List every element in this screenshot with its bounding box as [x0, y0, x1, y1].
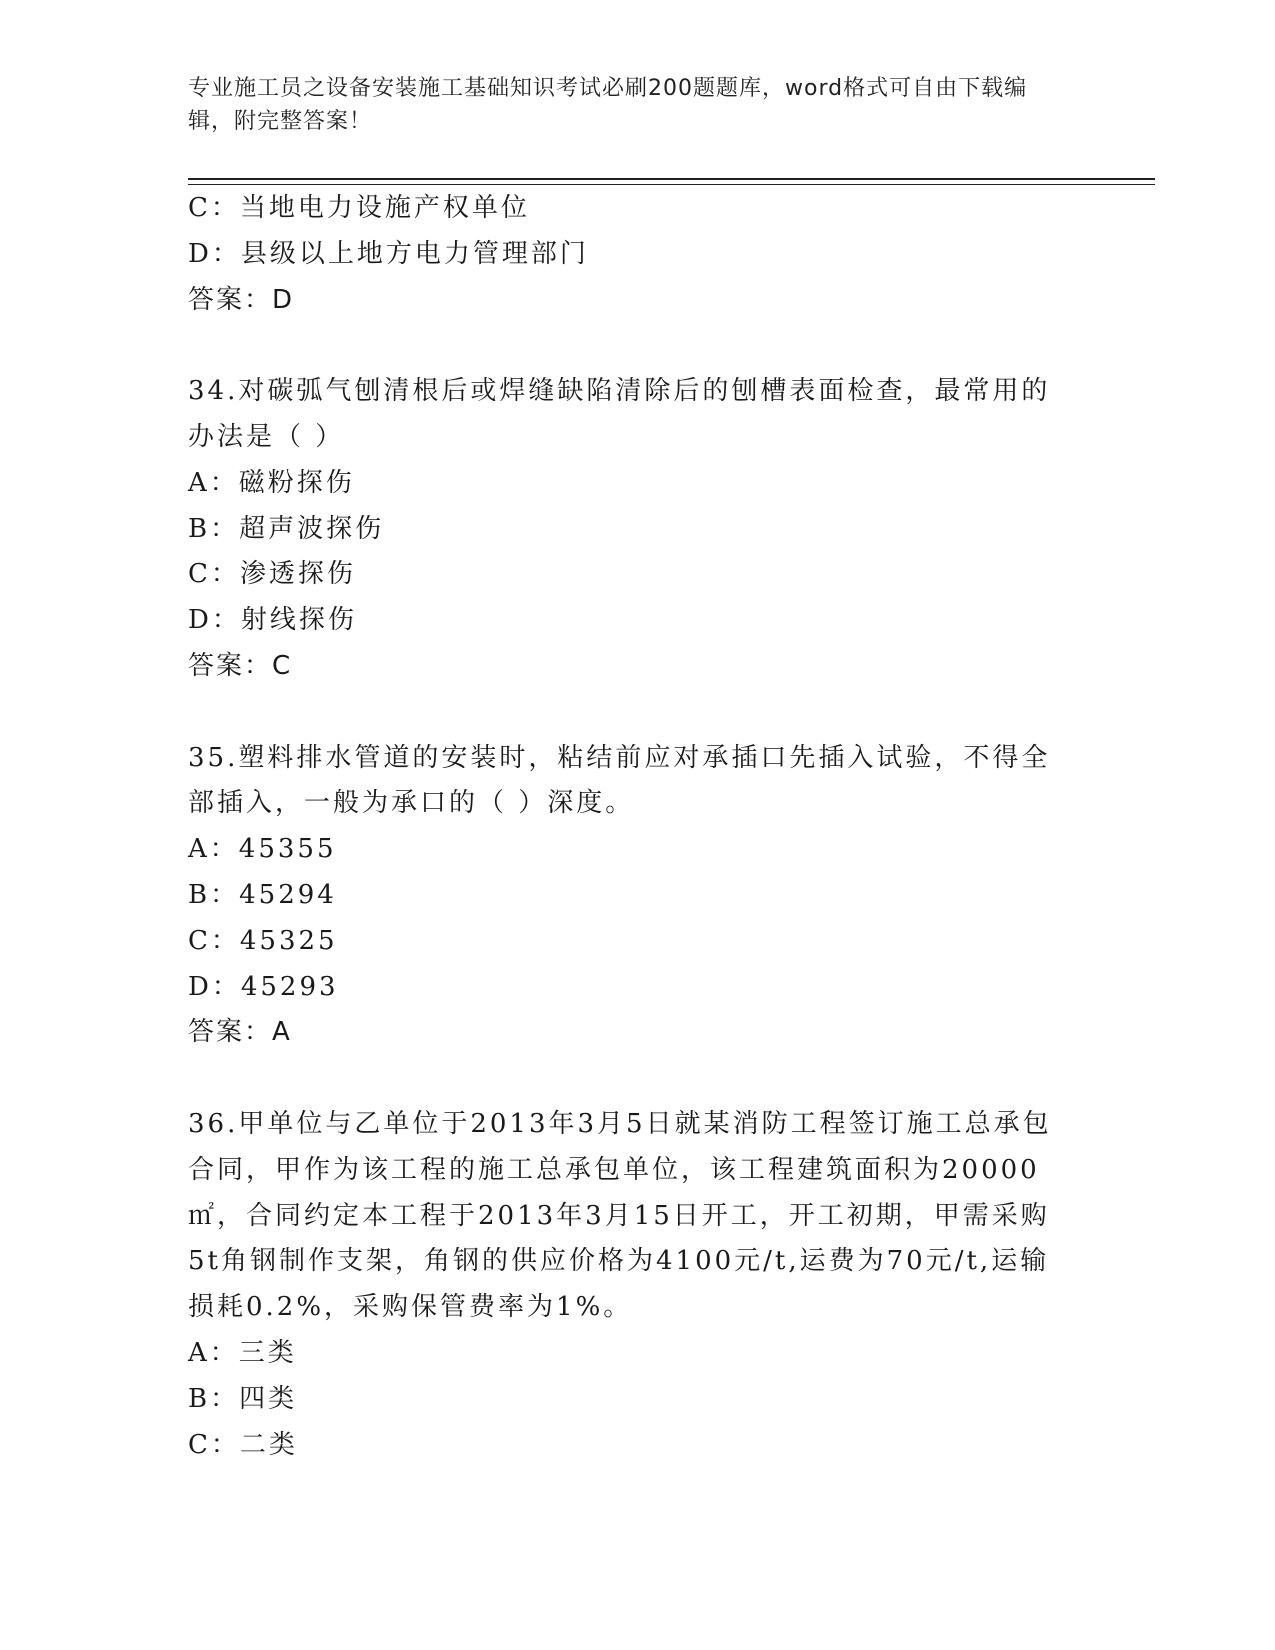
question-35: [188, 736, 1088, 1057]
answer: 答案：C: [188, 650, 293, 681]
answer: 答案：A: [188, 1017, 292, 1048]
option-a: A：三类: [188, 1337, 297, 1368]
header-divider-thick: [188, 178, 1155, 180]
spacer: [188, 1056, 1088, 1102]
question-36: [188, 1102, 1088, 1468]
option-d: D：射线探伤: [188, 605, 357, 636]
option-d: D：县级以上地方电力管理部门: [188, 238, 589, 269]
option-b: B：四类: [188, 1383, 298, 1414]
header-divider-thin: [188, 184, 1155, 185]
option-c: C：当地电力设施产权单位: [188, 193, 530, 223]
document-header: [188, 72, 1068, 138]
option-c: C：渗透探伤: [188, 559, 356, 590]
option-c: C：45325: [188, 925, 338, 956]
option-c: C：二类: [188, 1429, 298, 1460]
answer: 答案：D: [188, 284, 295, 315]
spacer: [188, 323, 1088, 369]
option-a: A：磁粉探伤: [188, 467, 355, 498]
option-a: A：45355: [188, 834, 337, 865]
option-b: B：超声波探伤: [188, 513, 385, 544]
header-title: 专业施工员之设备安装施工基础知识考试必刷200题题库，word格式可自由下载编辑，附完整答案！: [188, 76, 1028, 134]
option-d: D：45293: [188, 971, 339, 1002]
option-b: B：45294: [188, 879, 337, 910]
question-text: 35.塑料排水管道的安装时，粘结前应对承插口先插入试验，不得全部插入，一般为承口的（ ）深度。: [188, 742, 1051, 819]
question-text: 34.对碳弧气刨清根后或焊缝缺陷清除后的刨槽表面检查，最常用的办法是（ ）: [188, 376, 1051, 452]
question-34: [188, 369, 1088, 690]
question-33-tail: [188, 186, 1088, 323]
question-list: [188, 186, 1088, 1468]
spacer: [188, 690, 1088, 736]
question-text: 36.甲单位与乙单位于2013年3月5日就某消防工程签订施工总承包合同，甲作为该工程的施工总承包单位，该工程建筑面积为20000㎡，合同约定本工程于2013年3月15日开工，开工初期，甲需采购5t角钢制作支架，角钢的供应价格为4100元/t,运费为70元/t,运输损耗0.2%，采购保管费率为1%。: [188, 1108, 1052, 1323]
